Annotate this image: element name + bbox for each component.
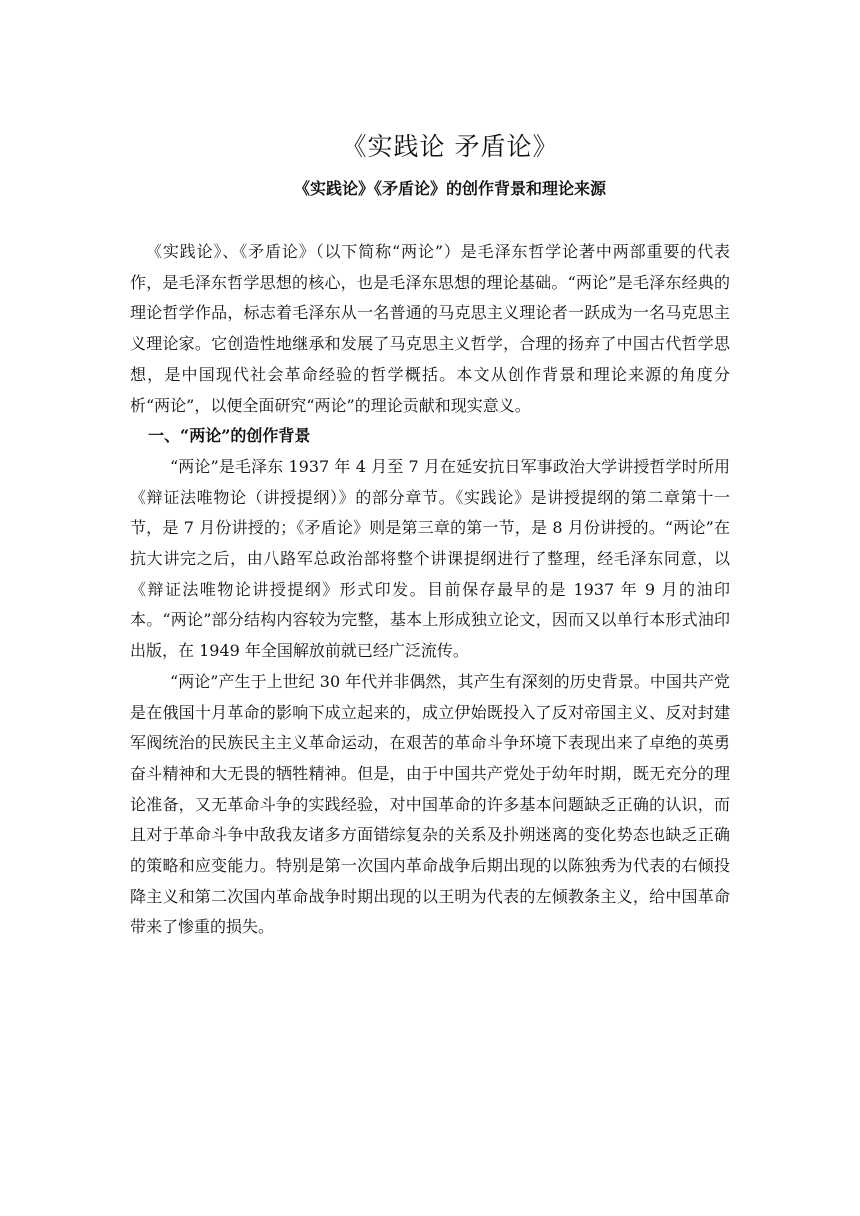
document-subtitle: 《实践论》《矛盾论》的创作背景和理论来源 — [293, 179, 606, 198]
section-paragraph: “两论”是毛泽东 1937 年 4 月至 7 月在延安抗日军事政治大学讲授哲学时所用《辩证法唯物论（讲授提纲）》的部分章节。《实践论》是讲授提纲的第二章第十一节，是 7 月份讲授的；《矛盾论》则是第三章的第一节，是 8 月份讲授的。“两论”在抗大讲完之后，由八路军总政治部将整个讲课提纲进行了整理，经毛泽东同意，以《辩证法唯物论讲授提纲》形式印发。目前保存最早的是 1937 年 9 月的油印本。“两论”部分结构内容较为完整，基本上形成独立论文，因而又以单行本形式油印出版，在 1949 年全国解放前就已经广泛流传。 — [130, 456, 730, 661]
document-title: 《实践论 矛盾论》 — [341, 132, 559, 161]
document-body — [130, 237, 730, 943]
section-heading: 一、“两论”的创作背景 — [148, 426, 311, 446]
section-paragraph: “两论”产生于上世纪 30 年代并非偶然，其产生有深刻的历史背景。中国共产党是在俄国十月革命的影响下成立起来的，成立伊始既投入了反对帝国主义、反对封建军阀统治的民族民主主义革命运动，在艰苦的革命斗争环境下表现出来了卓绝的英勇奋斗精神和大无畏的牺牲精神。但是，由于中国共产党处于幼年时期，既无充分的理论准备，又无革命斗争的实践经验，对中国革命的许多基本问题缺乏正确的认识，而且对于革命斗争中敌我友诸多方面错综复杂的关系及扑朔迷离的变化势态也缺乏正确的策略和应变能力。特别是第一次国内革命战争后期出现的以陈独秀为代表的右倾投降主义和第二次国内革命战争时期出现的以王明为代表的左倾教条主义，给中国革命带来了惨重的损失。 — [130, 671, 730, 937]
intro-paragraph: 《实践论》、《矛盾论》（以下简称“两论”）是毛泽东哲学论著中两部重要的代表作，是毛泽东哲学思想的核心，也是毛泽东思想的理论基础。“两论”是毛泽东经典的理论哲学作品，标志着毛泽东从一名普通的马克思主义理论者一跃成为一名马克思主义理论家。它创造性地继承和发展了马克思主义哲学，合理的扬弃了中国古代哲学思想，是中国现代社会革命经验的哲学概括。本文从创作背景和理论来源的角度分析“两论”，以便全面研究“两论”的理论贡献和现实意义。 — [130, 242, 730, 415]
